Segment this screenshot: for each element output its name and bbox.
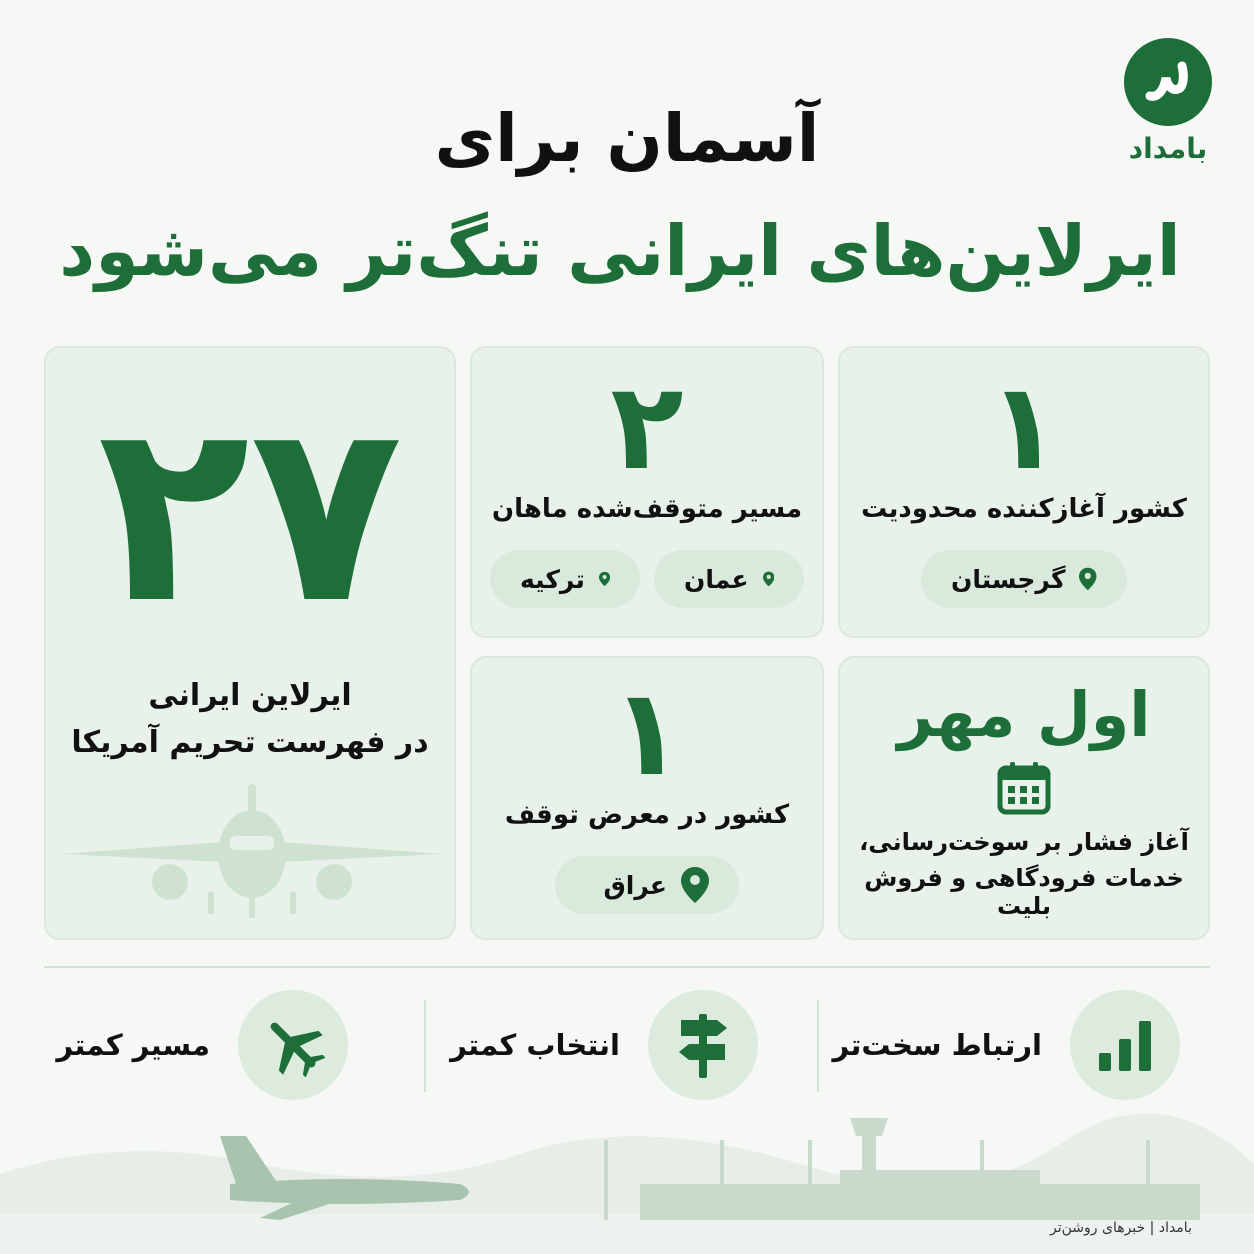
card-restriction bbox=[838, 346, 1210, 638]
bar-chart-icon bbox=[1070, 990, 1180, 1100]
mehr-line2: خدمات فرودگاهی و فروش بلیت bbox=[864, 864, 1184, 920]
calendar-icon bbox=[996, 760, 1052, 816]
signpost-icon bbox=[648, 990, 758, 1100]
footer-brand: بامداد bbox=[1158, 1220, 1192, 1236]
place-name: گرجستان bbox=[951, 564, 1066, 594]
place-pill-turkey bbox=[490, 550, 640, 608]
mahan-label: مسیر متوقف‌شده ماهان bbox=[491, 494, 803, 524]
section-divider bbox=[44, 966, 1210, 968]
feature-harder-connection bbox=[832, 990, 1180, 1100]
feature-label: انتخاب کمتر bbox=[450, 1028, 620, 1062]
airplane-icon bbox=[238, 990, 348, 1100]
suspension-number: ۱ bbox=[610, 664, 684, 803]
suspension-label: کشور در معرض توقف bbox=[504, 800, 790, 830]
location-pin-icon bbox=[681, 867, 709, 903]
restriction-number: ۱ bbox=[987, 358, 1061, 497]
page-title-line1: آسمان برای bbox=[434, 100, 820, 177]
location-pin-icon bbox=[763, 561, 774, 597]
feature-separator bbox=[817, 1000, 819, 1092]
restriction-label: کشور آغازکننده محدودیت bbox=[861, 494, 1187, 524]
location-pin-icon bbox=[1079, 561, 1097, 597]
sanctions-line1: ایرلاین ایرانی bbox=[148, 678, 352, 713]
footer-separator: | bbox=[1149, 1220, 1155, 1236]
feature-separator bbox=[424, 1000, 426, 1092]
sanctions-number: ۲۷ bbox=[97, 367, 403, 658]
airplane-front-illustration bbox=[62, 784, 442, 924]
mahan-number: ۲ bbox=[610, 358, 684, 497]
mehr-heading: اول مهر bbox=[897, 678, 1151, 751]
card-sanctions bbox=[44, 346, 456, 940]
place-pill-georgia bbox=[921, 550, 1127, 608]
card-mahan-routes bbox=[470, 346, 824, 638]
feature-fewer-routes bbox=[56, 990, 348, 1100]
place-name: عمان bbox=[684, 564, 749, 594]
place-name: عراق bbox=[603, 870, 667, 900]
logo-text: بامداد bbox=[1128, 132, 1208, 165]
sanctions-line2: در فهرست تحریم آمریکا bbox=[71, 725, 429, 760]
place-pill-iraq bbox=[555, 856, 739, 914]
place-name: ترکیه bbox=[520, 564, 585, 594]
place-pill-oman bbox=[654, 550, 804, 608]
location-pin-icon bbox=[599, 561, 610, 597]
feature-label: مسیر کمتر bbox=[56, 1028, 210, 1062]
mehr-line1: آغاز فشار بر سوخت‌رسانی، bbox=[859, 828, 1189, 856]
feature-less-choice bbox=[450, 990, 758, 1100]
footer-credit bbox=[1050, 1220, 1192, 1236]
page-title-line2: ایرلاین‌های ایرانی تنگ‌تر می‌شود bbox=[59, 210, 1181, 292]
feature-label: ارتباط سخت‌تر bbox=[832, 1028, 1042, 1062]
card-suspension bbox=[470, 656, 824, 940]
footer-tagline: خبرهای روشن‌تر bbox=[1050, 1220, 1146, 1236]
card-mehr bbox=[838, 656, 1210, 940]
